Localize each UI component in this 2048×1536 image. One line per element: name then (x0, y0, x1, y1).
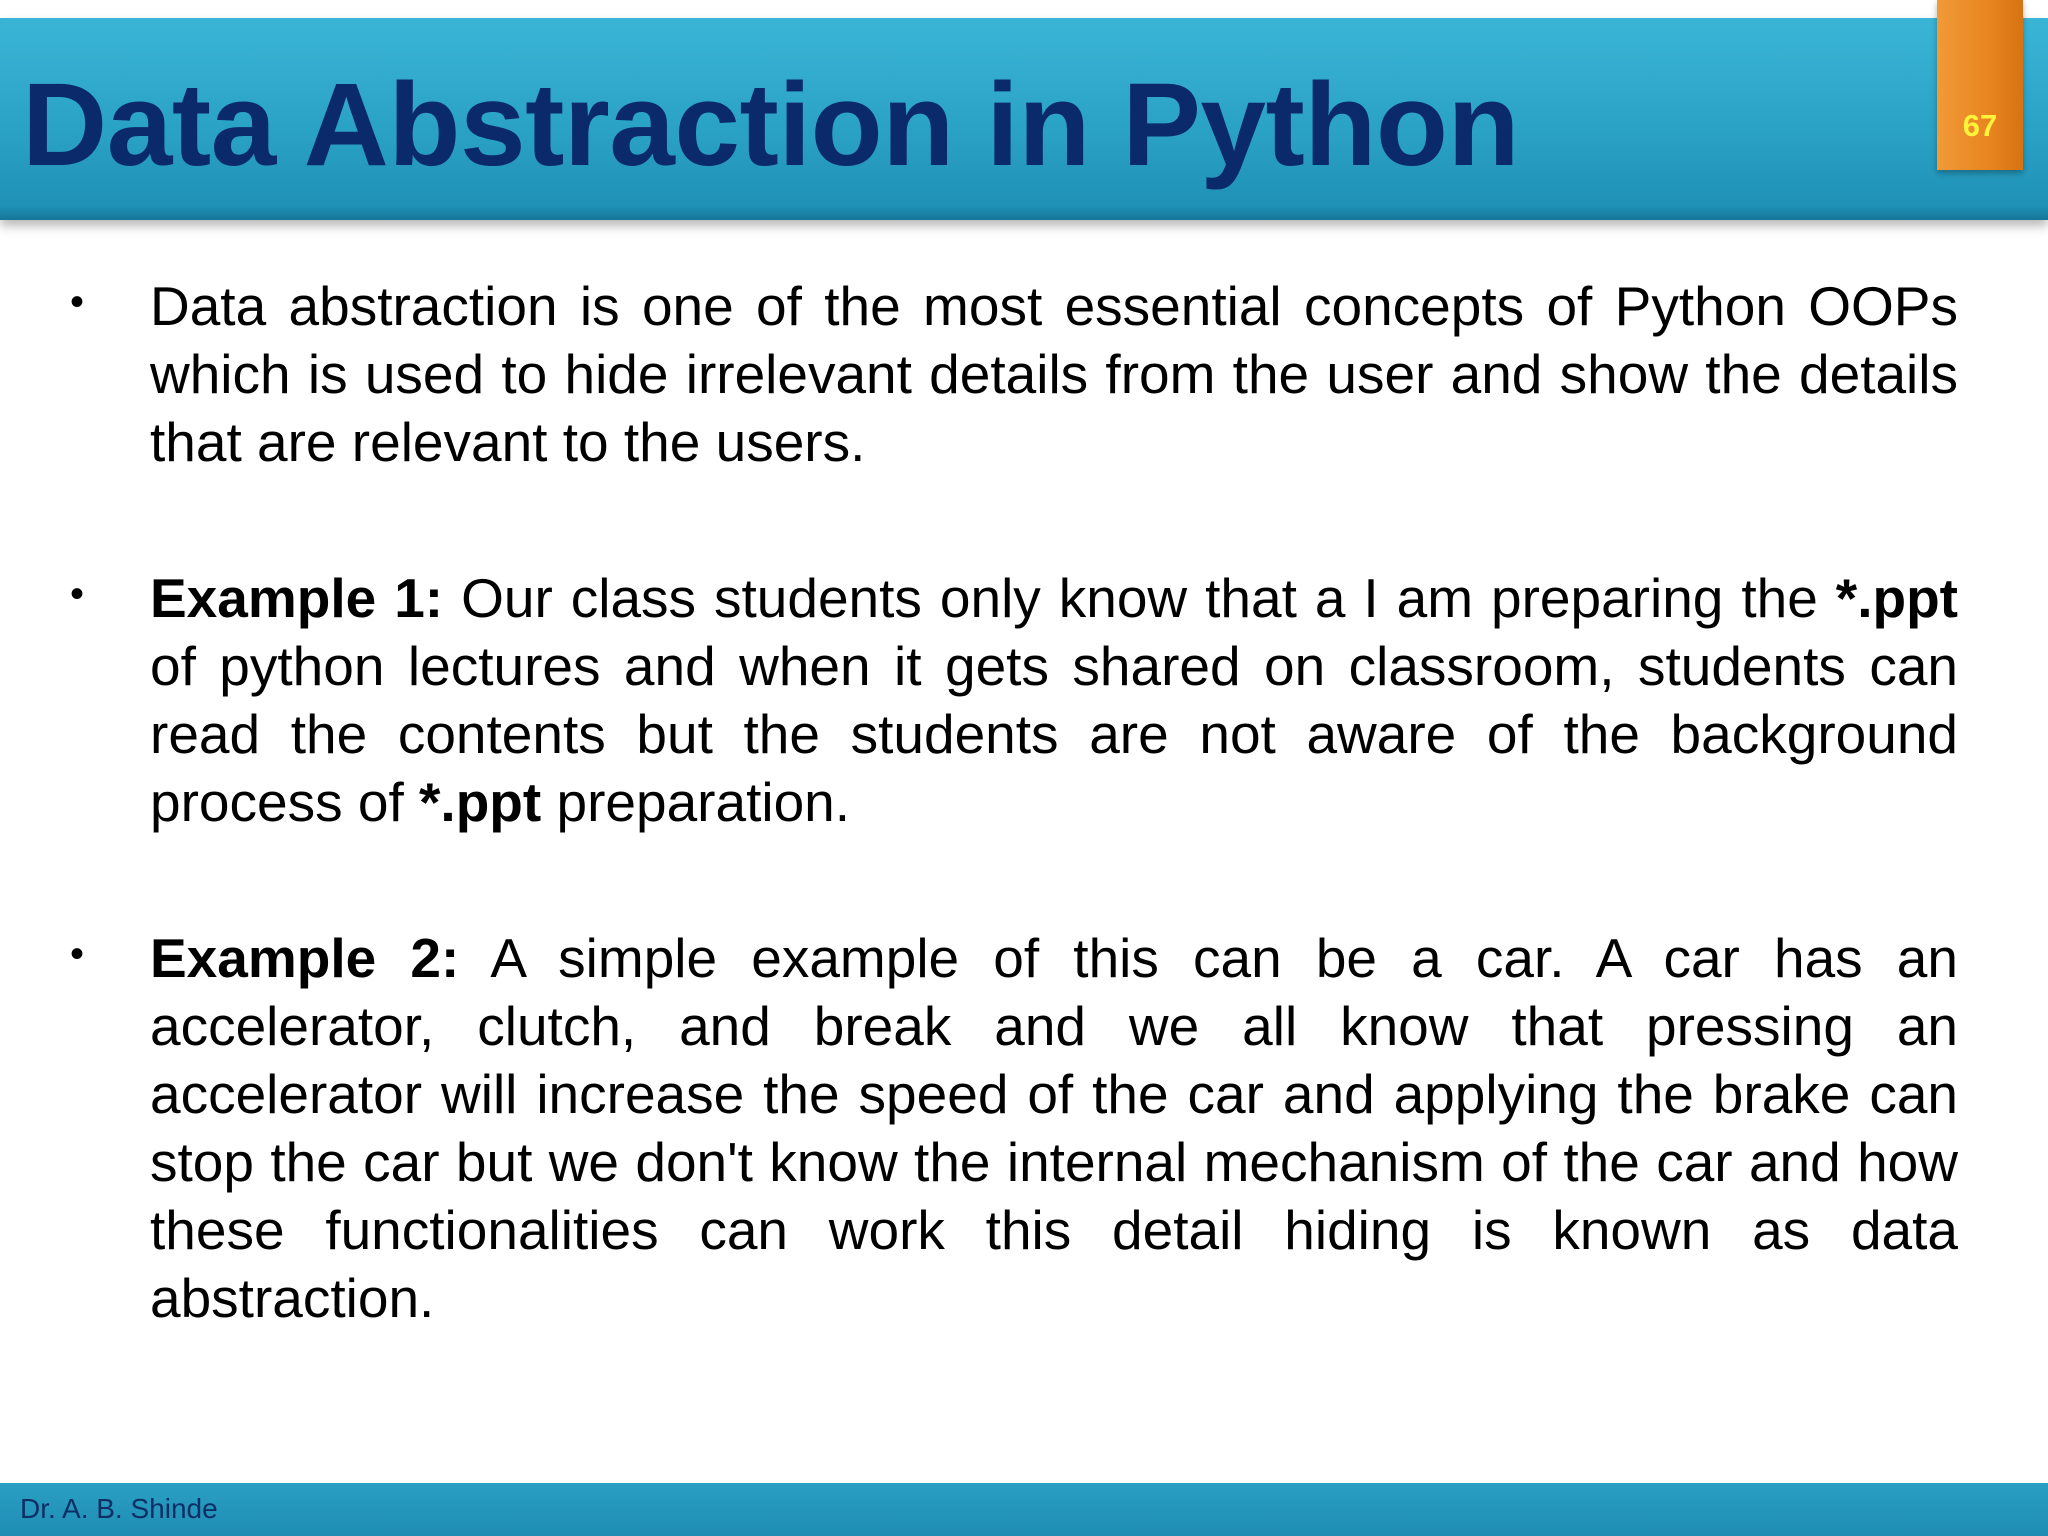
bullet-dot-icon: • (70, 572, 85, 616)
bullet-dot-icon: • (70, 932, 85, 976)
bullet-item-example-2 (64, 924, 1958, 1332)
bullet-emphasis: *.ppt (419, 771, 542, 833)
bullet-emphasis: *.ppt (1835, 567, 1958, 629)
bullet-text: Data abstraction is one of the most essential concepts of Python OOPs which is used to hide irrelevant details from the user and show the details that are relevant to the users. (150, 275, 1958, 473)
bullet-item-definition (64, 272, 1958, 476)
bullet-text: Our class students only know that a I am preparing the (443, 567, 1836, 629)
footer-band (0, 1483, 2048, 1536)
page-number: 67 (1962, 108, 1998, 143)
footer-author: Dr. A. B. Shinde (20, 1493, 218, 1524)
bullet-label: Example 1: (150, 567, 444, 629)
page-number-tab (1937, 0, 2023, 170)
bullet-text: of python lectures and when it gets shared on classroom, students can read the contents but the students are not aware of the background process of (150, 635, 1958, 833)
title-band (0, 18, 2048, 220)
bullet-label: Example 2: (150, 927, 460, 989)
bullet-dot-icon: • (70, 280, 85, 324)
bullet-list (64, 272, 1958, 1420)
bullet-text: A simple example of this can be a car. A car has an accelerator, clutch, and break and we all know that pressing an accelerator will increase the speed of the car and applying the brake can stop the car but we don't know the internal mechanism of the car and how these functionalities can work this detail hiding is known as data abstraction. (150, 927, 1958, 1329)
slide-title: Data Abstraction in Python (22, 59, 1520, 191)
bullet-item-example-1 (64, 564, 1958, 836)
bullet-text: preparation. (541, 771, 851, 833)
